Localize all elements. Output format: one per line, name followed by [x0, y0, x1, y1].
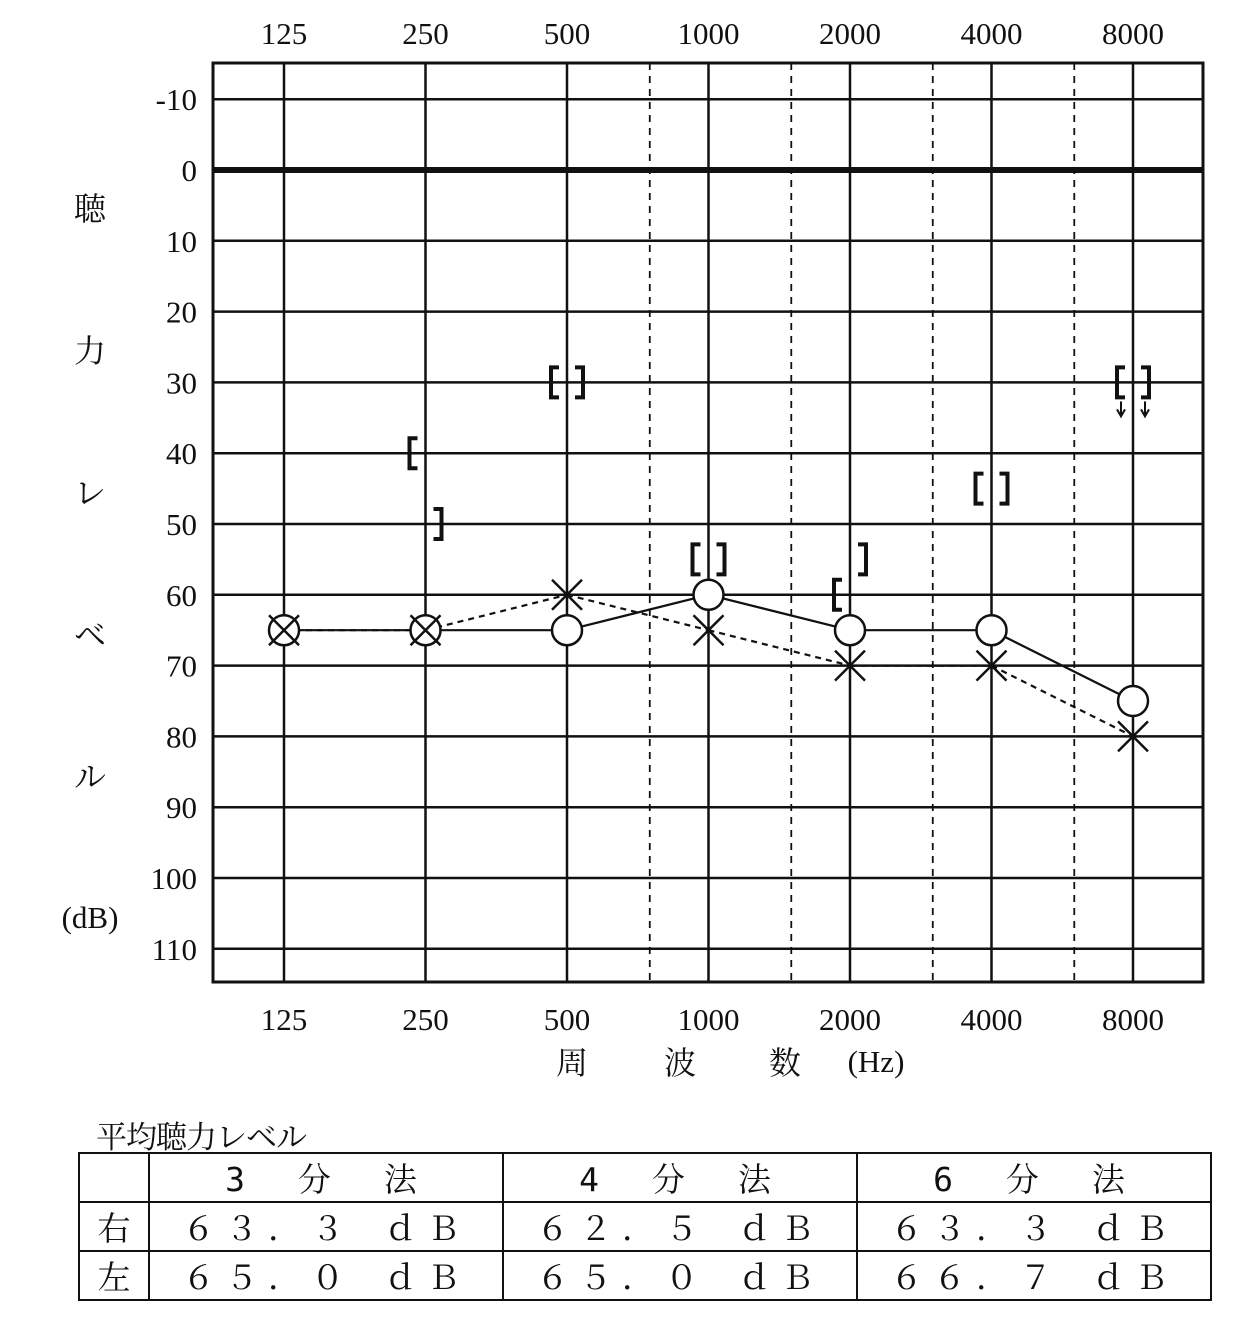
- y-tick-label: 110: [151, 931, 197, 967]
- y-tick-label: 80: [166, 719, 197, 755]
- right-ear-bone-marker: [693, 544, 701, 574]
- y-axis-label-char: ル: [73, 758, 107, 796]
- left-ear-line-segment: [426, 595, 568, 630]
- y-tick-label: 50: [166, 507, 197, 542]
- no-response-arrow: [1117, 401, 1125, 416]
- x-tick-label-top: 250: [402, 16, 449, 51]
- x-tick-label-bottom: 2000: [819, 1002, 881, 1037]
- x-tick-label-bottom: 4000: [960, 1002, 1023, 1037]
- right-ear-line-segment: [709, 595, 851, 630]
- x-tick-label-bottom: 125: [260, 1002, 308, 1037]
- average-hearing-level-table: [78, 1152, 1212, 1301]
- right-ear-air-marker: [552, 615, 582, 645]
- left-ear-bone-marker: [1000, 474, 1008, 504]
- header-4-method: 4 分 法: [503, 1153, 857, 1202]
- x-tick-label-top: 2000: [819, 16, 881, 51]
- average-hearing-level-title: 平均聴力レベル: [96, 1120, 306, 1156]
- y-axis-label-char: ベ: [73, 616, 107, 654]
- right-4-method-value: ６２．５ ｄＢ: [503, 1202, 857, 1251]
- right-ear-air-marker: [835, 615, 865, 645]
- right-ear-air-marker: [694, 580, 724, 610]
- x-tick-label-bottom: 1000: [677, 1002, 740, 1037]
- y-axis-unit: (dB): [61, 900, 119, 935]
- x-tick-label-top: 125: [260, 16, 308, 51]
- y-axis-label-char: 力: [73, 332, 107, 370]
- x-tick-label-top: 4000: [960, 16, 1023, 51]
- row-label-left: 左: [79, 1251, 149, 1300]
- y-tick-label: 90: [166, 790, 197, 826]
- x-tick-label-top: 1000: [677, 16, 740, 51]
- y-tick-label: -10: [155, 82, 197, 118]
- left-ear-line-segment: [709, 630, 851, 665]
- table-row-left: [79, 1251, 1211, 1300]
- left-6-method-value: ６６．７ ｄＢ: [857, 1251, 1211, 1300]
- y-tick-label: 60: [166, 577, 197, 613]
- header-6-method: 6 分 法: [857, 1153, 1211, 1202]
- x-tick-label-bottom: 500: [543, 1002, 591, 1037]
- right-3-method-value: ６３．３ ｄＢ: [149, 1202, 503, 1251]
- y-tick-label: 100: [150, 861, 197, 896]
- no-response-arrow: [1141, 401, 1149, 416]
- left-4-method-value: ６５．０ ｄＢ: [503, 1251, 857, 1300]
- right-ear-air-marker: [1118, 686, 1148, 716]
- y-tick-label: 0: [181, 153, 197, 188]
- y-tick-label: 40: [166, 436, 197, 472]
- y-axis-label-char: レ: [73, 474, 107, 512]
- table-row-right: [79, 1202, 1211, 1251]
- right-6-method-value: ６３．３ ｄＢ: [857, 1202, 1211, 1251]
- table-header-row: [79, 1153, 1211, 1202]
- x-axis-unit: (Hz): [847, 1044, 905, 1079]
- y-tick-label: 20: [166, 294, 197, 330]
- table-corner-cell: [79, 1153, 149, 1202]
- x-tick-label-top: 8000: [1102, 16, 1164, 51]
- right-ear-bone-marker: [976, 474, 984, 504]
- x-axis-label-char: 波: [663, 1044, 697, 1082]
- x-tick-label-bottom: 250: [402, 1002, 449, 1037]
- x-axis-label-char: 数: [768, 1044, 802, 1082]
- y-tick-label: 30: [166, 365, 197, 401]
- x-tick-label-top: 500: [543, 16, 591, 51]
- header-3-method: 3 分 法: [149, 1153, 503, 1202]
- y-axis-label-char: 聴: [73, 190, 107, 228]
- grid: [213, 63, 1203, 982]
- x-tick-label-bottom: 8000: [1102, 1002, 1164, 1037]
- row-label-right: 右: [79, 1202, 149, 1251]
- left-ear-line-segment: [992, 666, 1134, 737]
- y-tick-label: 70: [166, 648, 197, 684]
- left-ear-bone-marker: [858, 544, 866, 574]
- x-axis-label-char: 周: [555, 1044, 589, 1082]
- right-ear-air-marker: [977, 615, 1007, 645]
- left-3-method-value: ６５．０ ｄＢ: [149, 1251, 503, 1300]
- left-ear-bone-marker: [717, 544, 725, 574]
- y-tick-label: 10: [166, 223, 197, 259]
